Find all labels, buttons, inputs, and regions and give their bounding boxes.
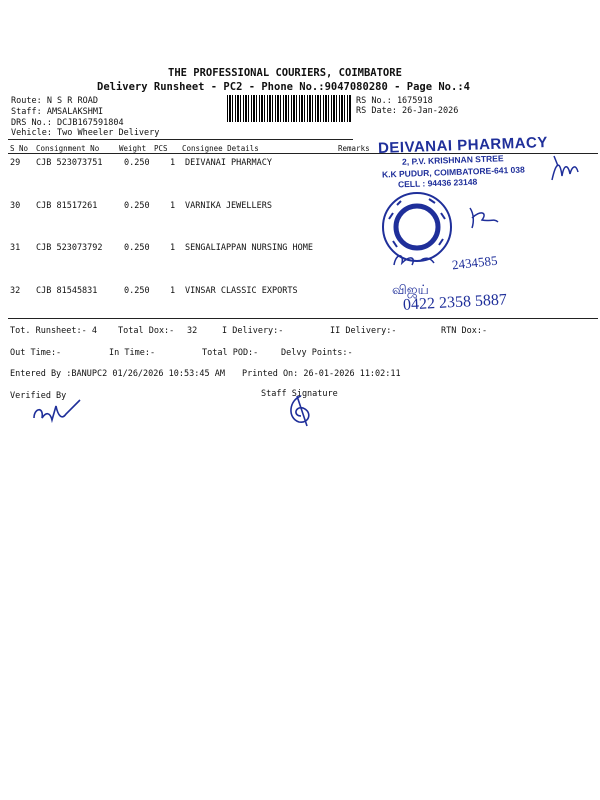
- vehicle-label: Vehicle: Two Wheeler Delivery: [11, 128, 160, 138]
- handwritten-phone-row32: 0422 2358 5887: [402, 291, 508, 314]
- rs-number: RS No.: 1675918: [356, 96, 433, 106]
- row-sno: 29: [10, 158, 21, 168]
- total-pod: Total POD:-: [202, 348, 259, 358]
- row-consignee: SENGALIAPPAN NURSING HOME: [185, 243, 313, 253]
- tot-runsheet: Tot. Runsheet:- 4: [10, 326, 97, 336]
- signature-row31-image: [390, 247, 438, 271]
- stamp-line-street: 2, P.V. KRISHNAN STREE: [401, 153, 504, 167]
- row-consignee: DEIVANAI PHARMACY: [185, 158, 272, 168]
- row-sno: 32: [10, 286, 21, 296]
- barcode-image: [227, 95, 352, 122]
- row-weight: 0.250: [124, 158, 150, 168]
- staff-label: Staff: AMSALAKSHMI: [11, 107, 104, 117]
- route-label: Route: N S R ROAD: [11, 96, 98, 106]
- runsheet-subtitle: Delivery Runsheet - PC2 - Phone No.:9047080280 - Page No.:4: [97, 81, 470, 93]
- row-consignment: CJB 523073751: [36, 158, 103, 168]
- col-sno: S No: [10, 144, 29, 153]
- row-consignment: CJB 81545831: [36, 286, 98, 296]
- stamp-line-city: K.K PUDUR, COIMBATORE-641 038: [381, 164, 525, 180]
- col-remarks: Remarks: [338, 144, 370, 153]
- row-pcs: 1: [170, 201, 176, 211]
- i-delivery: I Delivery:-: [222, 326, 284, 336]
- row-consignment: CJB 81517261: [36, 201, 98, 211]
- total-dox-value: 32: [187, 326, 198, 336]
- row-pcs: 1: [170, 158, 176, 168]
- verified-signature-image: [30, 396, 86, 426]
- in-time: In Time:-: [109, 348, 156, 358]
- row-weight: 0.250: [124, 286, 150, 296]
- printed-on: Printed On: 26-01-2026 11:02:11: [242, 369, 401, 379]
- col-weight: Weight: [119, 144, 147, 153]
- row-consignee: VARNIKA JEWELLERS: [185, 201, 272, 211]
- rs-date: RS Date: 26-Jan-2026: [356, 106, 459, 116]
- out-time: Out Time:-: [10, 348, 62, 358]
- staff-signature-label: Staff Signature: [261, 389, 338, 399]
- row-pcs: 1: [170, 286, 176, 296]
- total-dox-label: Total Dox:-: [118, 326, 175, 336]
- ii-delivery: II Delivery:-: [330, 326, 397, 336]
- table-header-rule: [8, 153, 598, 154]
- row-weight: 0.250: [124, 243, 150, 253]
- row-pcs: 1: [170, 243, 176, 253]
- row-consignee: VINSAR CLASSIC EXPORTS: [185, 286, 298, 296]
- handwritten-name-row32: விஜய்: [392, 282, 429, 297]
- col-consignee: Consignee Details: [182, 144, 259, 153]
- verified-by-label: Verified By: [10, 391, 67, 401]
- company-name: THE PROFESSIONAL COURIERS, COIMBATORE: [168, 67, 402, 79]
- row-sno: 30: [10, 201, 21, 211]
- col-pcs: PCS: [154, 144, 168, 153]
- row-weight: 0.250: [124, 201, 150, 211]
- row-sno: 31: [10, 243, 21, 253]
- delvy-points: Delvy Points:-: [281, 348, 353, 358]
- staff-signature-image: [283, 392, 317, 428]
- stamp-line-cell: CELL : 94436 23148: [397, 176, 478, 190]
- table-top-rule: [8, 139, 353, 140]
- handwritten-number-row31: 2434585: [451, 252, 499, 273]
- col-consignment: Consignment No: [36, 144, 100, 153]
- entered-by: Entered By :BANUPC2 01/26/2026 10:53:45 AM: [10, 369, 225, 379]
- rtn-dox: RTN Dox:-: [441, 326, 488, 336]
- row-consignment: CJB 523073792: [36, 243, 103, 253]
- stamp-line-name: DEIVANAI PHARMACY: [377, 134, 549, 157]
- drs-number: DRS No.: DCJB167591804: [11, 118, 124, 128]
- table-bottom-rule: [8, 318, 598, 319]
- signature-row29-image: [548, 152, 582, 188]
- signature-row30-image: [466, 204, 502, 230]
